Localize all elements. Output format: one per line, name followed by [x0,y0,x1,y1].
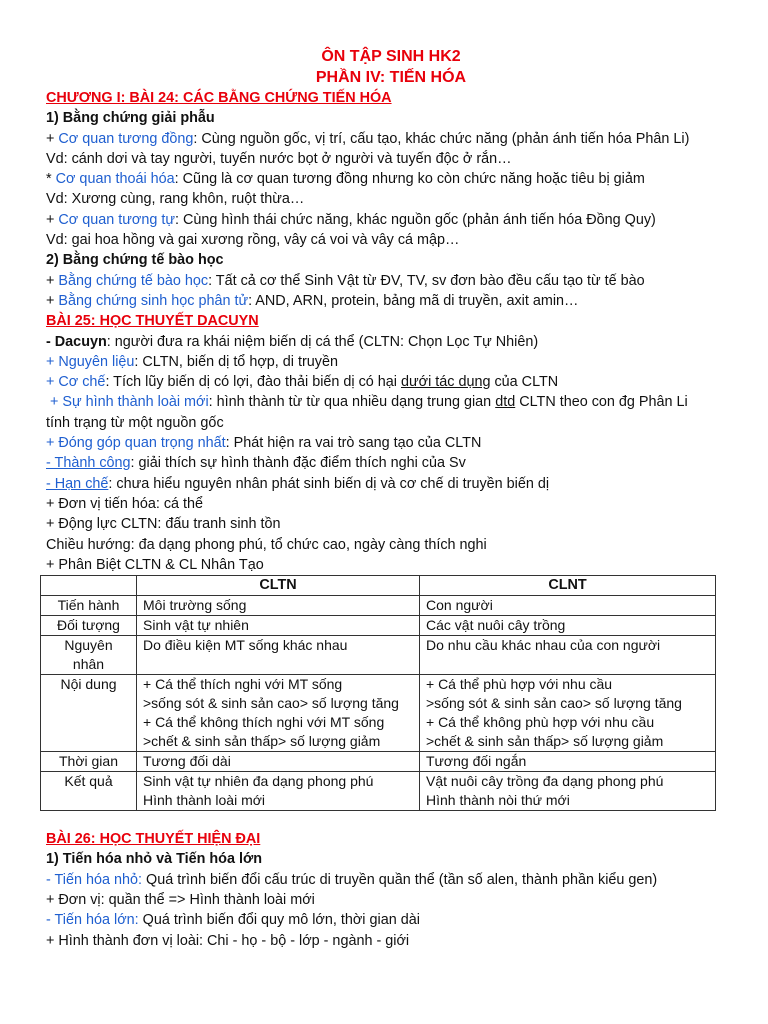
text-line: - Hạn chế: chưa hiểu nguyên nhân phát sinh biến dị và cơ chế di truyền biến dị [46,475,550,492]
document-page [46,46,736,951]
text-line: * Cơ quan thoái hóa: Cũng là cơ quan tương đồng nhưng ko còn chức năng hoặc tiêu bị giảm [46,171,645,188]
table-cell [41,772,137,811]
table-row [41,752,716,772]
cell-line: Hình thành nòi thứ mới [426,792,570,809]
table-cell [420,675,716,752]
cell-line: Đối tượng [57,617,120,634]
table-cell [420,596,716,616]
text-line: + Đóng góp quan trọng nhất: Phát hiện ra vai trò sang tạo của CLTN [46,435,482,452]
table-row [41,616,716,636]
text-line: + Bằng chứng sinh học phân tử: AND, ARN, protein, bảng mã di truyền, axit amin… [46,292,579,309]
table-cell [41,596,137,616]
table-row [41,772,716,811]
cell-line: >sống sót & sinh sản cao> số lượng tăng [143,695,399,712]
table-row [41,596,716,616]
table-cell [137,636,420,675]
term: Cơ quan tương đồng [58,130,194,147]
chapter-heading: CHƯƠNG I: BÀI 24: CÁC BẰNG CHỨNG TIẾN HÓA [46,90,392,106]
table-cell [41,636,137,675]
cell-line: Vật nuôi cây trồng đa dạng phong phú [426,773,664,790]
table-header [41,576,137,596]
cell-line: Nguyên nhân [64,637,113,673]
doc-title: ÔN TẬP SINH HK2 [321,48,461,65]
text-line: - Dacuyn: người đưa ra khái niệm biến dị cá thể (CLTN: Chọn Lọc Tự Nhiên) [46,333,539,350]
cell-line: Môi trường sống [143,597,247,614]
text-line: Vd: gai hoa hồng và gai xương rồng, vây cá voi và vây cá mập… [46,232,460,249]
text-line: + Bằng chứng tế bào học: Tất cả cơ thể Sinh Vật từ ĐV, TV, sv đơn bào đều cấu tạo từ tế bào [46,272,645,289]
text-line: + Hình thành đơn vị loài: Chi - họ - bộ - lớp - ngành - giới [46,932,410,949]
cell-line: Kết quả [64,773,113,790]
cell-line: >sống sót & sinh sản cao> số lượng tăng [426,695,682,712]
cell-line: Sinh vật tự nhiên đa dạng phong phú [143,773,374,790]
text-line: Vd: Xương cùng, rang khôn, ruột thừa… [46,191,305,208]
cell-line: >chết & sinh sản thấp> số lượng giảm [143,733,381,750]
text-line: Chiều hướng: đa dạng phong phú, tổ chức cao, ngày càng thích nghi [46,536,487,553]
text-line: + Đơn vị tiến hóa: cá thể [46,495,204,512]
cell-line: Con người [426,597,493,614]
cell-line: Do điều kiện MT sống khác nhau [143,637,348,654]
table-cell [420,636,716,675]
cell-line: + Cá thể phù hợp với nhu cầu [426,676,613,693]
table-header: CLTN [137,576,420,596]
cell-line: Do nhu cầu khác nhau của con người [426,637,661,654]
text-line: + Sự hình thành loài mới: hình thành từ từ qua nhiều dạng trung gian dtd CLTN theo con đg Phân Li [46,394,688,411]
term: Cơ quan thoái hóa [55,171,175,188]
text-line: + Cơ quan tương đồng: Cùng nguồn gốc, vị trí, cấu tạo, khác chức năng (phản ánh tiến hóa Phân Li) [46,130,690,147]
table-header: CLNT [420,576,716,596]
cell-line: + Cá thể không phù hợp với nhu cầu [426,714,655,731]
section-heading: 2) Bằng chứng tế bào học [46,252,224,269]
text-line: tính trạng từ một nguồn gốc [46,414,224,431]
cell-line: Tiến hành [57,597,120,614]
table-cell [41,616,137,636]
text-line: + Cơ quan tương tự: Cùng hình thái chức năng, khác nguồn gốc (phản ánh tiến hóa Đồng Quy) [46,211,656,228]
comparison-table [40,575,716,811]
table-cell [41,675,137,752]
table-cell [420,772,716,811]
cell-line: Sinh vật tự nhiên [143,617,249,634]
term: Cơ quan tương tự [58,211,175,228]
text-line: + Phân Biệt CLTN & CL Nhân Tạo [46,556,264,573]
table-header-row [41,576,716,596]
cell-line: Các vật nuôi cây trồng [426,617,566,634]
table-cell [420,616,716,636]
lesson-heading: BÀI 25: HỌC THUYẾT DACUYN [46,313,259,330]
table-cell [137,752,420,772]
table-row [41,636,716,675]
doc-subtitle: PHẦN IV: TIẾN HÓA [315,69,467,86]
text-line: + Đơn vị: quần thể => Hình thành loài mới [46,892,315,909]
cell-line: Hình thành loài mới [143,792,266,809]
cell-line: + Cá thể không thích nghi với MT sống [143,714,385,731]
cell-line: + Cá thể thích nghi với MT sống [143,676,343,693]
table-cell [137,772,420,811]
table-cell [41,752,137,772]
term: Bằng chứng sinh học phân tử [58,292,249,309]
cell-line: Tương đối dài [143,753,231,770]
table-cell [420,752,716,772]
text-line: + Động lực CLTN: đấu tranh sinh tồn [46,516,281,533]
cell-line: Nội dung [60,676,117,693]
text-line: - Tiến hóa lớn: Quá trình biến đổi quy mô lớn, thời gian dài [46,912,420,929]
text-line: - Thành công: giải thích sự hình thành đặc điểm thích nghi của Sv [46,455,466,472]
term: Bằng chứng tế bào học [58,272,209,289]
text-line: + Nguyên liệu: CLTN, biến dị tổ hợp, di truyền [46,353,338,370]
cell-line: >chết & sinh sản thấp> số lượng giảm [426,733,664,750]
table-cell [137,675,420,752]
text-line: Vd: cánh dơi và tay người, tuyến nước bọt ở người và tuyến độc ở rắn… [46,150,512,167]
table-cell [137,596,420,616]
table-row [41,675,716,752]
section-heading: 1) Tiến hóa nhỏ và Tiến hóa lớn [46,851,262,868]
cell-line: Thời gian [59,753,118,770]
section-heading: 1) Bằng chứng giải phẫu [46,110,215,127]
text-line: + Cơ chế: Tích lũy biến dị có lợi, đào thải biến dị có hại dưới tác dụng của CLTN [46,374,559,391]
text-line: - Tiến hóa nhỏ: Quá trình biến đổi cấu trúc di truyền quần thể (tần số alen, thành phần kiểu gen) [46,871,658,888]
lesson-heading: BÀI 26: HỌC THUYẾT HIỆN ĐẠI [46,831,261,848]
cell-line: Tương đối ngắn [426,753,527,770]
table-cell [137,616,420,636]
